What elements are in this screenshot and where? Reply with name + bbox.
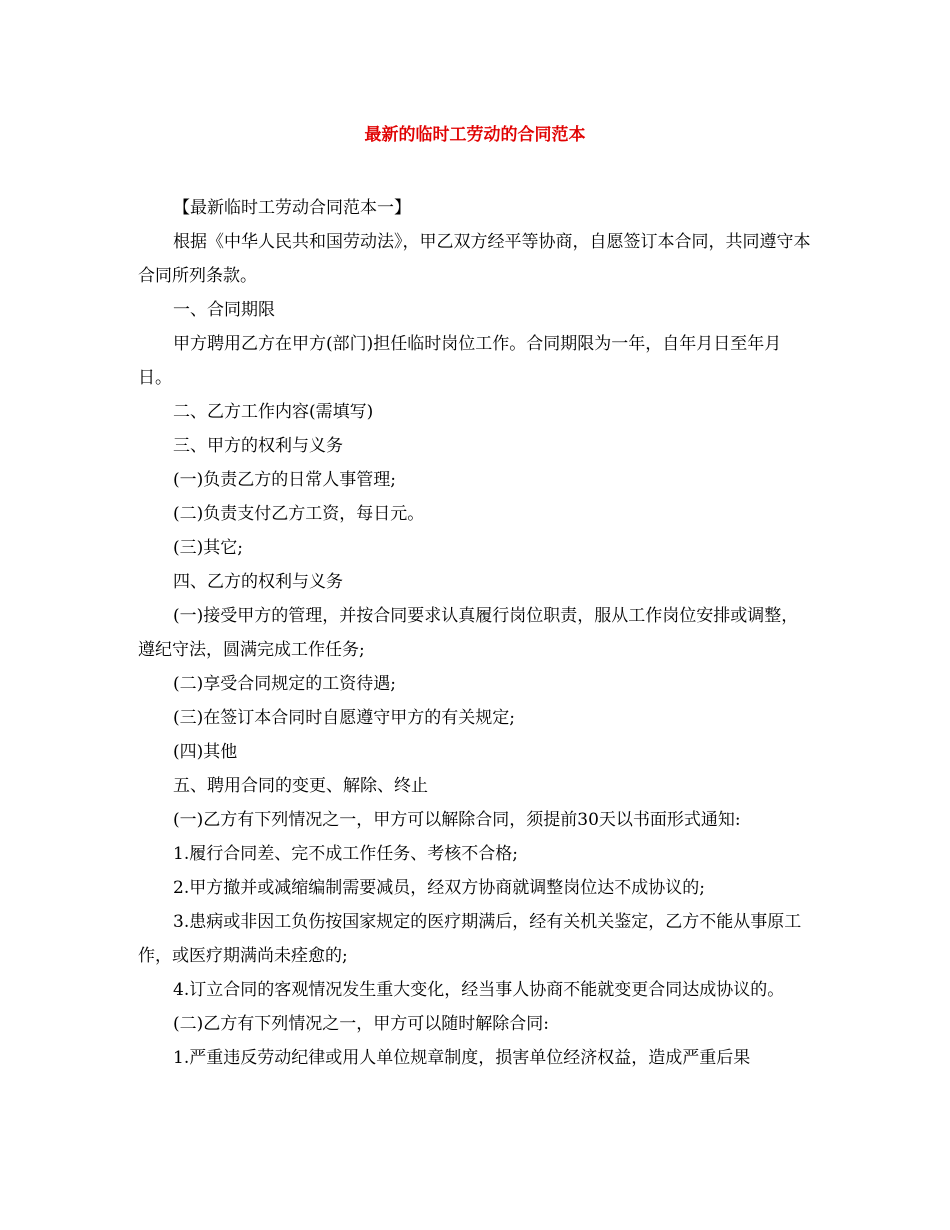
clause-item: 3.患病或非因工负伤按国家规定的医疗期满后，经有关机关鉴定，乙方不能从事原工作，或医疗期满尚未痊愈的;	[138, 912, 802, 966]
clause-item: 4.订立合同的客观情况发生重大变化，经当事人协商不能就变更合同达成协议的。	[173, 980, 785, 1000]
clause-heading: 一、合同期限	[173, 300, 275, 320]
clause-item: (一)负责乙方的日常人事管理;	[173, 470, 396, 490]
clause-item: (四)其他	[173, 742, 238, 762]
clause-item: (二)乙方有下列情况之一，甲方可以随时解除合同:	[173, 1014, 549, 1034]
clause-item: (二)负责支付乙方工资，每日元。	[173, 504, 425, 524]
clause-item: 2.甲方撤并或减缩编制需要减员，经双方协商就调整岗位达不成协议的;	[173, 878, 705, 898]
paragraph: 根据《中华人民共和国劳动法》，甲乙双方经平等协商，自愿签订本合同，共同遵守本合同所列条款。	[138, 232, 811, 286]
document-title: 最新的临时工劳动的合同范本	[364, 125, 586, 145]
document-body	[138, 191, 814, 1075]
paragraph: 甲方聘用乙方在甲方(部门)担任临时岗位工作。合同期限为一年，自年月日至年月日。	[138, 334, 782, 388]
clause-item: 1.严重违反劳动纪律或用人单位规章制度，损害单位经济权益，造成严重后果	[173, 1048, 751, 1068]
clause-heading: 五、聘用合同的变更、解除、终止	[173, 776, 428, 796]
clause-heading: 二、乙方工作内容(需填写)	[173, 402, 374, 422]
clause-item: (三)在签订本合同时自愿遵守甲方的有关规定;	[173, 708, 515, 728]
section-heading: 【最新临时工劳动合同范本一】	[173, 198, 411, 218]
clause-item: (二)享受合同规定的工资待遇;	[173, 674, 396, 694]
clause-item: (一)乙方有下列情况之一，甲方可以解除合同，须提前30天以书面形式通知:	[173, 810, 741, 830]
clause-heading: 三、甲方的权利与义务	[173, 436, 343, 456]
clause-item: (三)其它;	[173, 538, 243, 558]
clause-item: 1.履行合同差、完不成工作任务、考核不合格;	[173, 844, 518, 864]
clause-heading: 四、乙方的权利与义务	[173, 572, 343, 592]
clause-item: (一)接受甲方的管理，并按合同要求认真履行岗位职责，服从工作岗位安排或调整，遵纪守法，圆满完成工作任务;	[138, 606, 799, 660]
